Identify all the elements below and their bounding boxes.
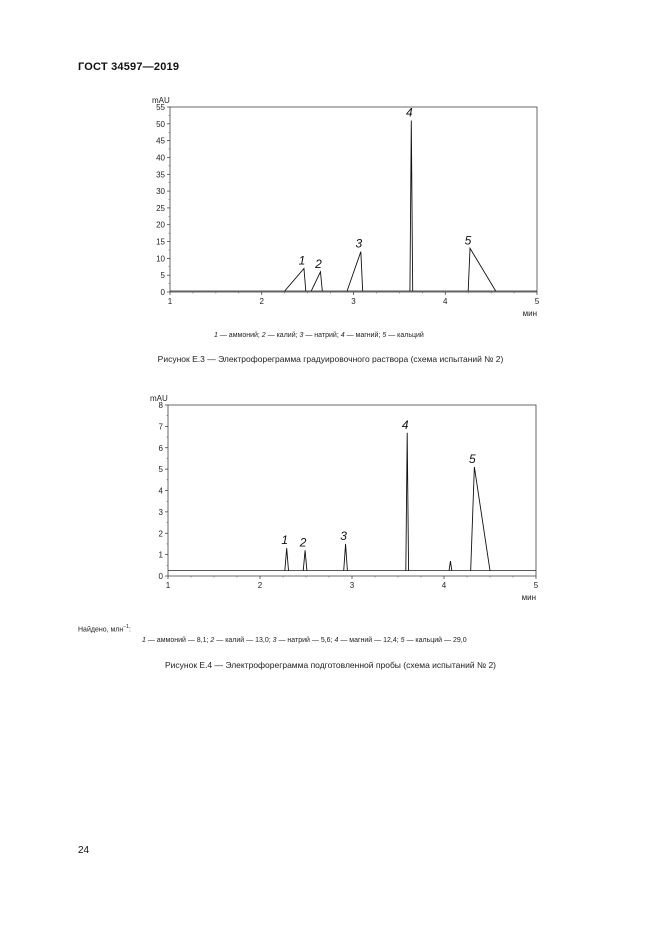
document-header: ГОСТ 34597—2019 [78, 61, 180, 73]
legend-text: — аммоний; [217, 332, 262, 339]
legend-text: — кальций [386, 332, 424, 339]
y-tick-label: 40 [156, 153, 165, 163]
peak-label-2: 2 [315, 256, 322, 271]
y-tick-label: 25 [156, 203, 165, 213]
x-axis-label: мин [521, 593, 536, 602]
y-tick-label: 2 [158, 529, 163, 539]
x-tick-label: 4 [443, 297, 448, 306]
peak-label-3: 3 [355, 236, 363, 251]
legend-e4 [142, 637, 467, 644]
peak-3 [344, 544, 348, 571]
x-tick-label: 4 [441, 581, 447, 590]
peak-2 [303, 550, 307, 570]
x-axis-label: мин [522, 309, 537, 318]
y-tick-label: 8 [158, 401, 163, 410]
legend-number: 5 [382, 332, 387, 339]
x-tick-label: 1 [167, 297, 173, 306]
y-tick-label: 10 [156, 254, 165, 264]
peak-4 [410, 120, 413, 291]
legend-text: — натрий; [303, 332, 341, 339]
x-tick-label: 2 [259, 297, 264, 306]
y-tick-label: 5 [158, 465, 163, 475]
legend-text: — калий; [265, 332, 300, 339]
x-tick-label: 5 [533, 581, 539, 590]
legend-text: — магний; [344, 332, 383, 339]
x-tick-label: 1 [165, 581, 171, 590]
found-label [78, 624, 131, 633]
y-tick-label: 30 [156, 187, 165, 197]
y-axis-label: mAU [152, 96, 170, 105]
peak-label-5: 5 [464, 233, 472, 248]
legend-number: 3 [272, 637, 277, 644]
peak-label-3: 3 [340, 528, 347, 543]
legend-number: 4 [340, 332, 345, 339]
legend-number: 2 [210, 637, 215, 644]
x-tick-label: 2 [257, 581, 263, 590]
y-tick-label: 50 [156, 119, 165, 129]
legend-text: — магний — 12,4; [338, 637, 401, 644]
found-suffix: : [128, 626, 131, 634]
legend-text: — натрий — 5,6; [276, 637, 335, 644]
plot-frame [168, 405, 536, 576]
peak-5 [468, 248, 496, 291]
peak-1 [285, 548, 289, 570]
y-tick-label: 0 [160, 288, 165, 297]
x-tick-label: 5 [534, 297, 540, 306]
y-tick-label: 15 [156, 237, 165, 247]
legend-number: 5 [400, 637, 405, 644]
y-tick-label: 3 [158, 507, 163, 517]
x-tick-label: 3 [349, 581, 355, 590]
legend-number: 3 [299, 332, 304, 339]
found-text: Найдено, млн [78, 626, 124, 634]
y-tick-label: 1 [158, 550, 163, 560]
electropherogram-e4 [140, 388, 550, 623]
peak-1 [285, 268, 306, 291]
peak-4 [406, 433, 409, 571]
peak-label-4: 4 [405, 105, 413, 120]
y-tick-label: 45 [156, 136, 165, 146]
peak-minor [449, 561, 452, 571]
y-tick-label: 5 [160, 271, 165, 281]
legend-number: 1 [214, 332, 218, 339]
y-tick-label: 35 [156, 170, 165, 180]
y-tick-label: 20 [156, 220, 165, 230]
y-tick-label: 6 [158, 443, 163, 453]
peak-label-4: 4 [401, 417, 409, 432]
peak-label-1: 1 [281, 533, 289, 548]
electropherogram-e3 [140, 90, 550, 325]
legend-text: — кальций — 29,0 [404, 637, 467, 644]
y-tick-label: 4 [158, 486, 163, 496]
chart-e4 [140, 388, 550, 623]
peak-5 [471, 467, 490, 571]
caption-e4: Рисунок Е.4 — Электрофореграмма подготовленной пробы (схема испытаний № 2) [164, 660, 496, 670]
peak-label-1: 1 [298, 253, 306, 268]
legend-text: — аммоний — 8,1; [145, 637, 211, 644]
legend-number: 1 [142, 637, 146, 644]
legend-number: 2 [261, 332, 266, 339]
y-axis-label: mAU [150, 394, 168, 403]
caption-e3: Рисунок Е.3 — Электрофореграмма градуировочного раствора (схема испытаний № 2) [157, 354, 504, 364]
y-tick-label: 0 [158, 572, 163, 581]
x-tick-label: 3 [351, 297, 356, 306]
found-exponent: −1 [123, 624, 129, 630]
peak-2 [311, 272, 322, 291]
chart-e3 [140, 90, 550, 325]
page-number: 24 [78, 845, 90, 856]
peak-label-5: 5 [469, 451, 476, 466]
plot-frame [170, 107, 537, 292]
peak-3 [347, 252, 363, 291]
legend-text: — калий — 13,0; [214, 637, 273, 644]
peak-label-2: 2 [299, 535, 307, 550]
y-tick-label: 55 [156, 103, 165, 112]
y-tick-label: 7 [158, 422, 163, 432]
legend-number: 4 [334, 637, 339, 644]
legend-e3 [214, 332, 424, 339]
